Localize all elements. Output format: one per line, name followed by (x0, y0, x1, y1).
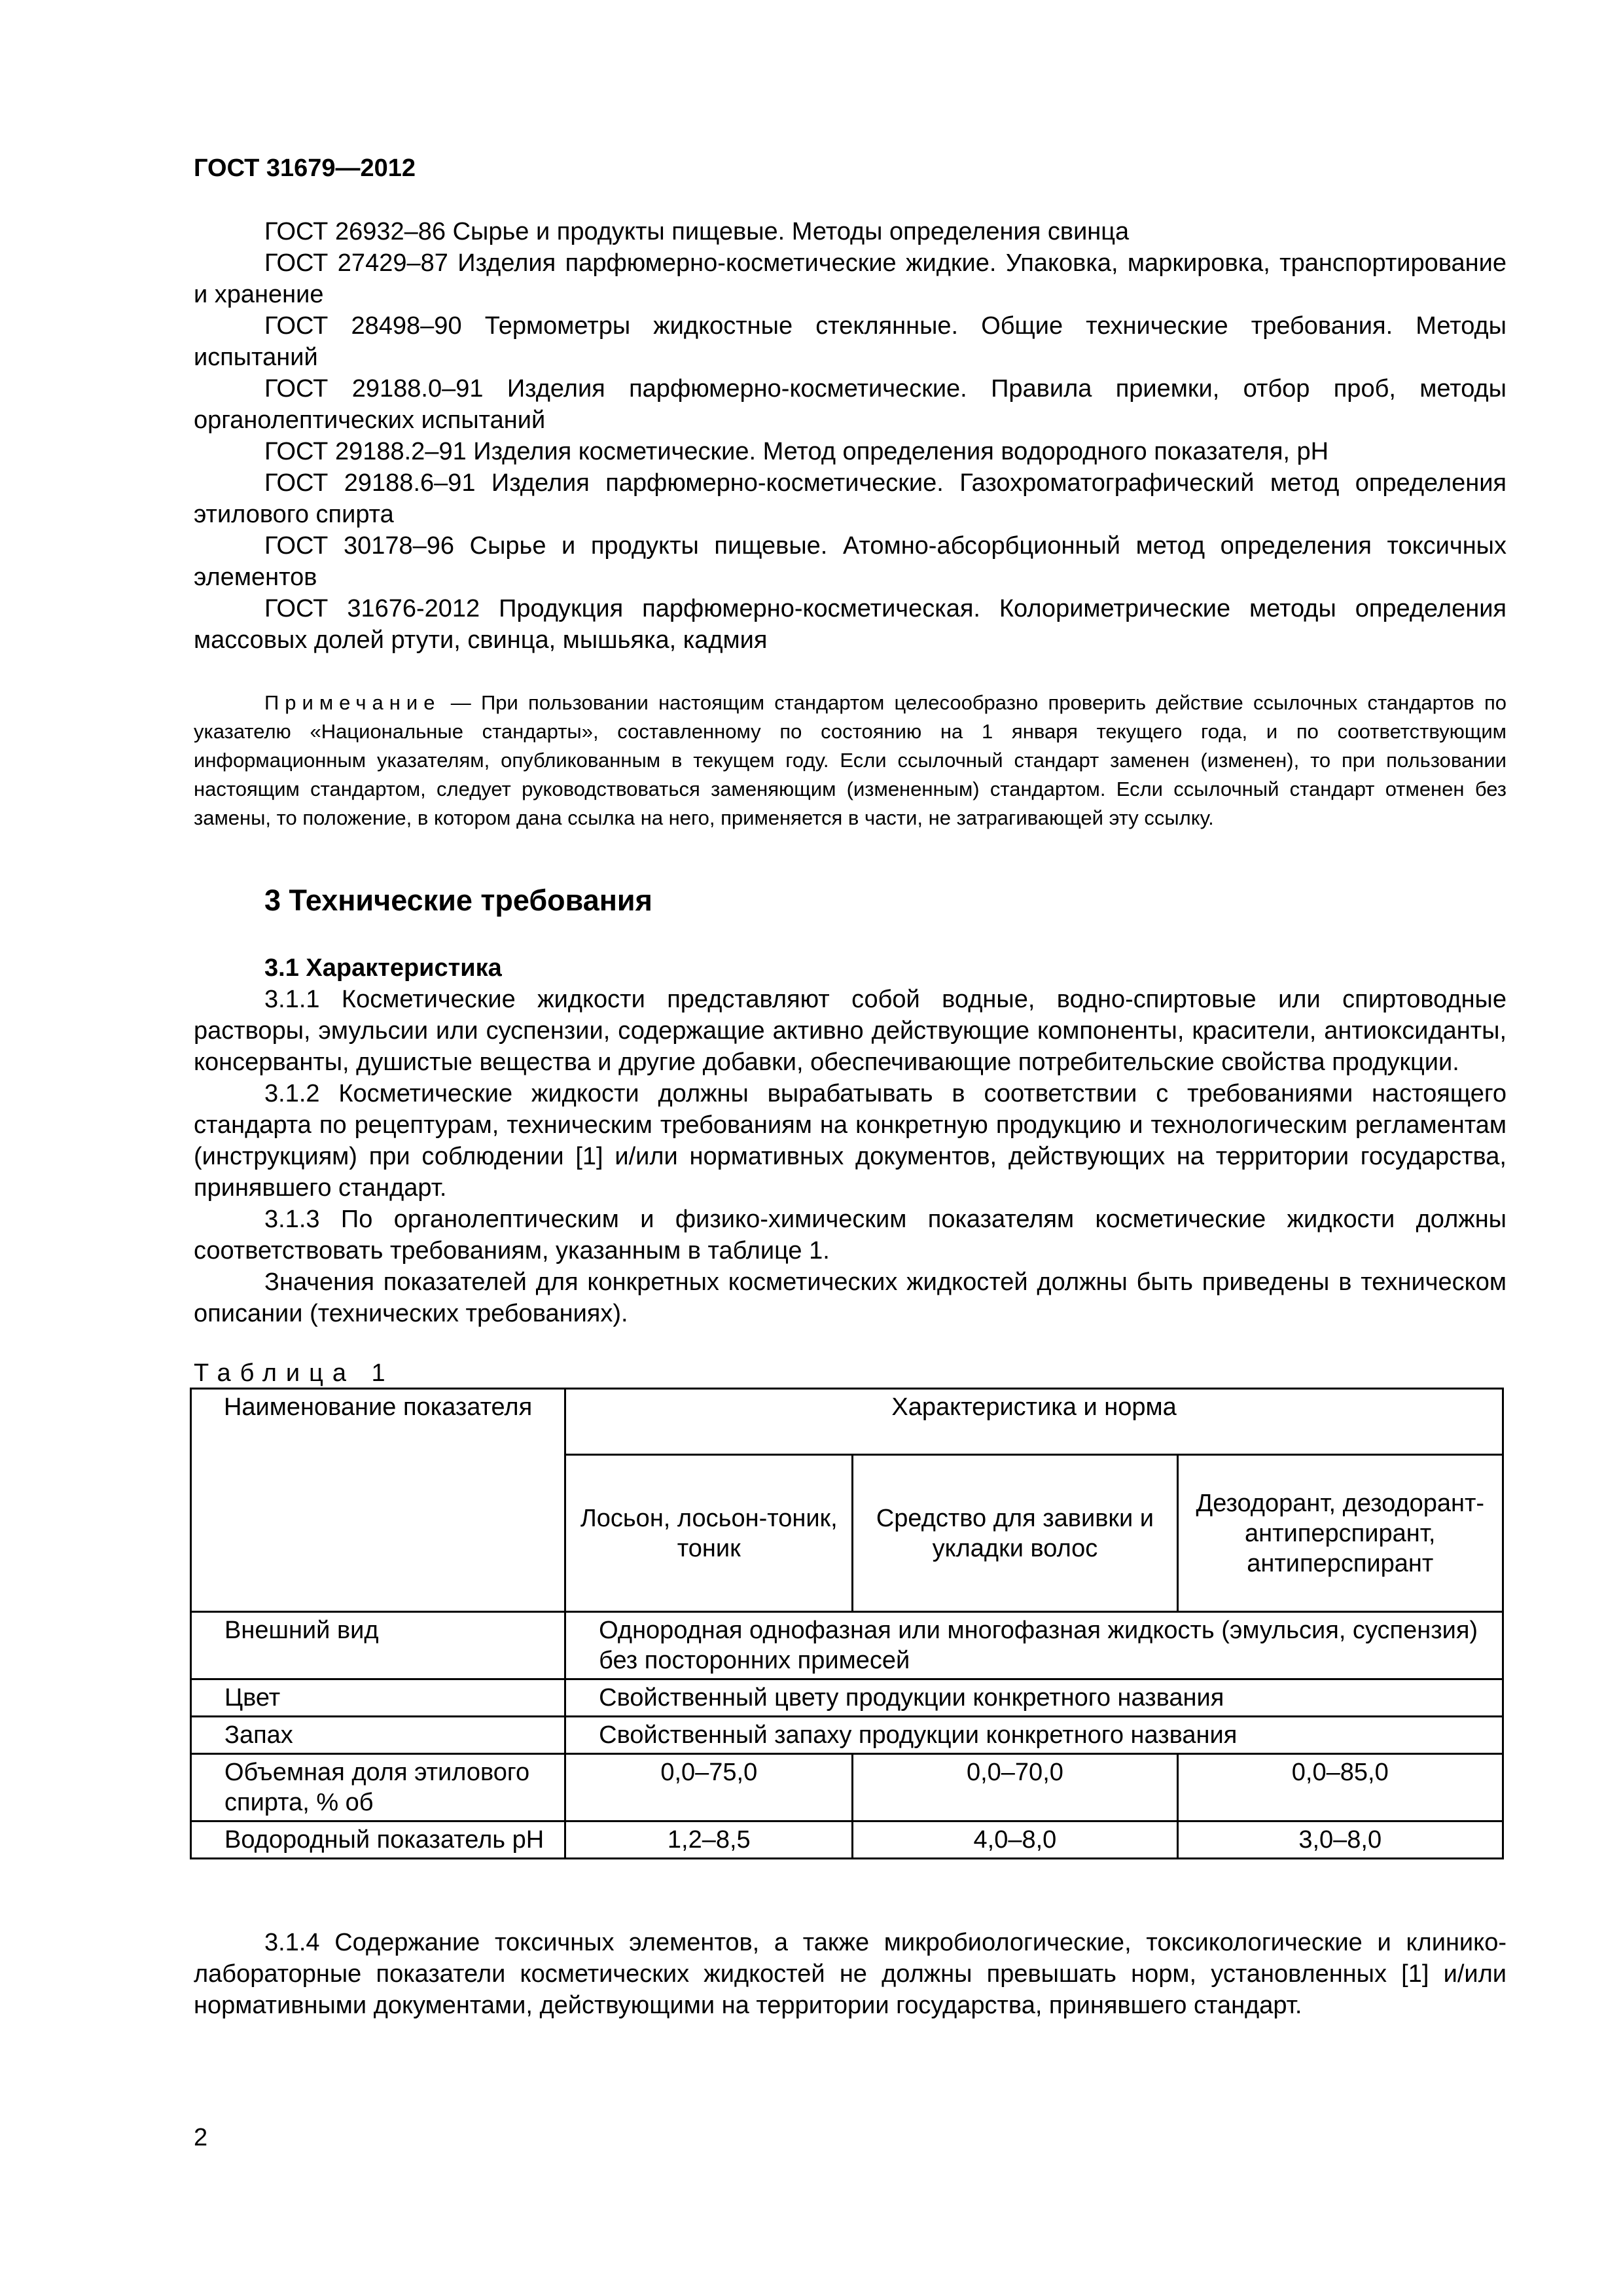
references-list (194, 216, 1507, 656)
note-text: — При пользовании настоящим стандартом целесообразно проверить действие ссылочных стандартов по указателю «Национальные стандарты», составленному по состоянию на 1 января текущего года, и по соответствующим информационным указателям, опубликованным в текущем году. Если ссылочный стандарт заменен (изменен), то при пользовании настоящим стандартом, следует руководствоваться заменяющим (измененным) стандартом. Если ссылочный стандарт отменен без замены, то положение, в котором дана ссылка на него, применяется в части, не затрагивающей эту ссылку. (194, 691, 1507, 829)
row-value-cell: Однородная однофазная или многофазная жидкость (эмульсия, суспензия) без посторонних примесей (565, 1612, 1503, 1679)
paragraph-after-table (194, 1927, 1507, 2021)
value-cell: 3,0–8,0 (1177, 1821, 1503, 1859)
column-header-cell: Средство для завивки и укладки волос (853, 1455, 1177, 1612)
document-header: ГОСТ 31679—2012 (194, 154, 416, 182)
value-cell: 1,2–8,5 (565, 1821, 853, 1859)
table-row (191, 1754, 1503, 1821)
row-value-cell: Свойственный запаху продукции конкретного названия (565, 1717, 1503, 1754)
value-cell: 0,0–75,0 (565, 1754, 853, 1821)
group-header-cell: Характеристика и норма (565, 1389, 1503, 1455)
value-cell: 0,0–85,0 (1177, 1754, 1503, 1821)
reference-item: ГОСТ 27429–87 Изделия парфюмерно-косметические жидкие. Упаковка, маркировка, транспортирование и хранение (194, 249, 1507, 308)
paragraph: 3.1.4 Содержание токсичных элементов, а также микробиологические, токсикологические и клинико-лабораторные показатели косметических жидкостей не должны превышать норм, установленных [1] и/или нормативными документами, действующими на территории государства, принявшего стандарт. (194, 1929, 1507, 2019)
note-lead: Примечание (264, 691, 441, 714)
table-1 (190, 1388, 1504, 1859)
table-caption: Таблица 1 (194, 1359, 395, 1387)
section-body (194, 952, 1507, 1329)
value-cell: 4,0–8,0 (853, 1821, 1177, 1859)
table-row (191, 1612, 1503, 1679)
row-name-cell: Объемная доля этилового спирта, % об (191, 1754, 565, 1821)
table-row (191, 1821, 1503, 1859)
reference-item: ГОСТ 29188.2–91 Изделия косметические. Метод определения водородного показателя, pH (264, 438, 1329, 465)
paragraph: 3.1.2 Косметические жидкости должны вырабатывать в соответствии с требованиями настоящего стандарта по рецептурам, техническим требованиям на конкретную продукцию и технологическим регламентам (инструкциям) при соблюдении [1] и/или нормативных документов, действующих на территории государства, принявшего стандарт. (194, 1080, 1507, 1202)
paragraph: Значения показателей для конкретных косметических жидкостей должны быть приведены в техническом описании (технических требованиях). (194, 1268, 1507, 1327)
column-header-cell: Лосьон, лосьон-тоник, тоник (565, 1455, 853, 1612)
page-number: 2 (194, 2124, 208, 2151)
paragraph: 3.1.3 По органолептическим и физико-химическим показателям косметические жидкости должны соответствовать требованиям, указанным в таблице 1. (194, 1206, 1507, 1265)
reference-item: ГОСТ 26932–86 Сырье и продукты пищевые. Методы определения свинца (264, 218, 1130, 245)
reference-item: ГОСТ 30178–96 Сырье и продукты пищевые. Атомно-абсорбционный метод определения токсичных элементов (194, 532, 1507, 591)
note-block (194, 689, 1507, 833)
row-name-cell: Внешний вид (191, 1612, 565, 1679)
table-row (191, 1679, 1503, 1717)
table-header-row (191, 1389, 1503, 1455)
reference-item: ГОСТ 28498–90 Термометры жидкостные стеклянные. Общие технические требования. Методы испытаний (194, 312, 1507, 371)
reference-item: ГОСТ 29188.6–91 Изделия парфюмерно-косметические. Газохроматографический метод определения этилового спирта (194, 469, 1507, 528)
reference-item: ГОСТ 29188.0–91 Изделия парфюмерно-косметические. Правила приемки, отбор проб, методы органолептических испытаний (194, 375, 1507, 434)
subsection-title: 3.1 Характеристика (264, 954, 502, 982)
row-value-cell: Свойственный цвету продукции конкретного названия (565, 1679, 1503, 1717)
row-name-cell: Водородный показатель pH (191, 1821, 565, 1859)
row-name-cell: Цвет (191, 1679, 565, 1717)
value-cell: 0,0–70,0 (853, 1754, 1177, 1821)
paragraph: 3.1.1 Косметические жидкости представляют собой водные, водно-спиртовые или спиртоводные растворы, эмульсии или суспензии, содержащие активно действующие компоненты, красители, антиоксиданты, консерванты, душистые вещества и другие добавки, обеспечивающие потребительские свойства продукции. (194, 986, 1507, 1076)
row-name-cell: Запах (191, 1717, 565, 1754)
section-title: 3 Технические требования (264, 884, 652, 917)
header-cell: Наименование показателя (191, 1389, 565, 1612)
reference-item: ГОСТ 31676-2012 Продукция парфюмерно-косметическая. Колориметрические методы определения массовых долей ртути, свинца, мышьяка, кадмия (194, 595, 1507, 654)
table-row (191, 1717, 1503, 1754)
column-header-cell: Дезодорант, дезодорант-антиперспирант, антиперспирант (1177, 1455, 1503, 1612)
